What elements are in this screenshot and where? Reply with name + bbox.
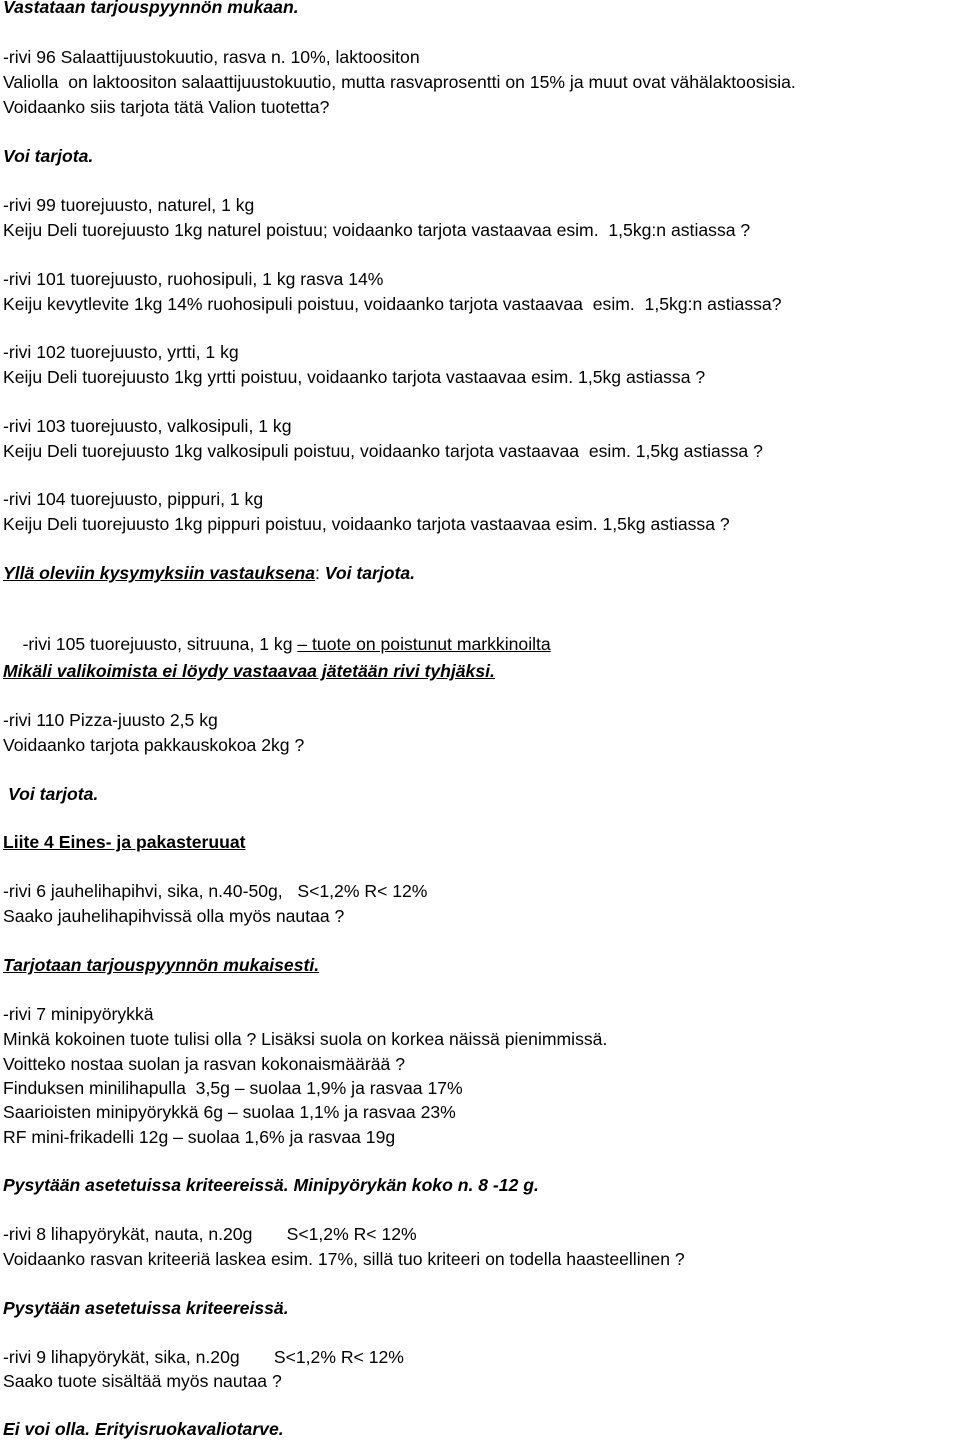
question-text: Keiju Deli tuorejuusto 1kg valkosipuli poistuu, voidaanko tarjota vastaavaa esim. 1,5kg astiassa ? xyxy=(3,441,763,461)
question-text: Keiju Deli tuorejuusto 1kg naturel poistuu; voidaanko tarjota vastaavaa esim. 1,5kg:n astiassa ? xyxy=(3,220,751,240)
question-row-9: -rivi 9 lihapyörykät, sika, n.20g S<1,2% R< 12% xyxy=(3,1347,404,1367)
answer-text: Mikäli valikoimista ei löydy vastaavaa jätetään rivi tyhjäksi. xyxy=(3,661,495,681)
question-text: RF mini-frikadelli 12g – suolaa 1,6% ja rasvaa 19g xyxy=(3,1127,396,1147)
question-text: Keiju Deli tuorejuusto 1kg pippuri poistuu, voidaanko tarjota vastaavaa esim. 1,5kg astiassa ? xyxy=(3,514,730,534)
question-row-101: -rivi 101 tuorejuusto, ruohosipuli, 1 kg rasva 14% xyxy=(3,269,384,289)
answer-text: Tarjotaan tarjouspyynnön mukaisesti. xyxy=(3,955,320,975)
question-text: Voitteko nostaa suolan ja rasvan kokonaismäärää ? xyxy=(3,1054,405,1074)
answer-text: Ei voi olla. Erityisruokavaliotarve. xyxy=(3,1419,284,1439)
row-105-note: – tuote on poistunut markkinoilta xyxy=(297,634,551,654)
question-text: Saako tuote sisältää myös nautaa ? xyxy=(3,1371,282,1391)
answer-summary xyxy=(3,562,415,584)
question-row-104: -rivi 104 tuorejuusto, pippuri, 1 kg xyxy=(3,489,264,509)
answer-text: Pysytään asetetuissa kriteereissä. Minipyörykän koko n. 8 -12 g. xyxy=(3,1175,539,1195)
section-heading: Liite 4 Eines- ja pakasteruuat xyxy=(3,832,246,852)
question-text: Voidaanko rasvan kriteeriä laskea esim. 17%, sillä tuo kriteeri on todella haasteellinen ? xyxy=(3,1249,685,1269)
question-row-8: -rivi 8 lihapyörykät, nauta, n.20g S<1,2% R< 12% xyxy=(3,1224,417,1244)
question-row-6: -rivi 6 jauhelihapihvi, sika, n.40-50g, S<1,2% R< 12% xyxy=(3,881,428,901)
answer-text: Voi tarjota. xyxy=(8,784,99,804)
question-row-103: -rivi 103 tuorejuusto, valkosipuli, 1 kg xyxy=(3,416,292,436)
question-row-105 xyxy=(3,611,551,654)
question-row-7: -rivi 7 minipyörykkä xyxy=(3,1004,154,1024)
question-text: Valiolla on laktoositon salaattijuustokuutio, mutta rasvaprosentti on 15% ja muut ovat vähälaktoosisia. xyxy=(3,72,796,92)
question-text: Keiju kevytlevite 1kg 14% ruohosipuli poistuu, voidaanko tarjota vastaavaa esim. 1,5kg:n astiassa? xyxy=(3,294,782,314)
answer-summary-label: Yllä oleviin kysymyksiin vastauksena xyxy=(3,563,315,583)
question-row-110: -rivi 110 Pizza-juusto 2,5 kg xyxy=(3,710,218,730)
question-row-99: -rivi 99 tuorejuusto, naturel, 1 kg xyxy=(3,195,255,215)
question-row-102: -rivi 102 tuorejuusto, yrtti, 1 kg xyxy=(3,342,239,362)
question-text: Finduksen minilihapulla 3,5g – suolaa 1,9% ja rasvaa 17% xyxy=(3,1078,463,1098)
answer-text: Pysytään asetetuissa kriteereissä. xyxy=(3,1298,289,1318)
question-text: Saako jauhelihapihvissä olla myös nautaa ? xyxy=(3,906,345,926)
question-text: Saarioisten minipyörykkä 6g – suolaa 1,1% ja rasvaa 23% xyxy=(3,1102,456,1122)
question-text: Voidaanko tarjota pakkauskokoa 2kg ? xyxy=(3,735,305,755)
answer-heading: Vastataan tarjouspyynnön mukaan. xyxy=(3,0,299,17)
question-text: Voidaanko siis tarjota tätä Valion tuotetta? xyxy=(3,97,330,117)
answer-summary-colon: : xyxy=(314,563,325,583)
answer-summary-value: Voi tarjota. xyxy=(324,563,416,583)
row-105-label: -rivi 105 tuorejuusto, sitruuna, 1 kg xyxy=(22,634,298,654)
answer-text: Voi tarjota. xyxy=(3,146,94,166)
question-row-96: -rivi 96 Salaattijuustokuutio, rasva n. 10%, laktoositon xyxy=(3,47,420,67)
question-text: Keiju Deli tuorejuusto 1kg yrtti poistuu, voidaanko tarjota vastaavaa esim. 1,5kg astiassa ? xyxy=(3,367,706,387)
question-text: Minkä kokoinen tuote tulisi olla ? Lisäksi suola on korkea näissä pienimmissä. xyxy=(3,1029,608,1049)
